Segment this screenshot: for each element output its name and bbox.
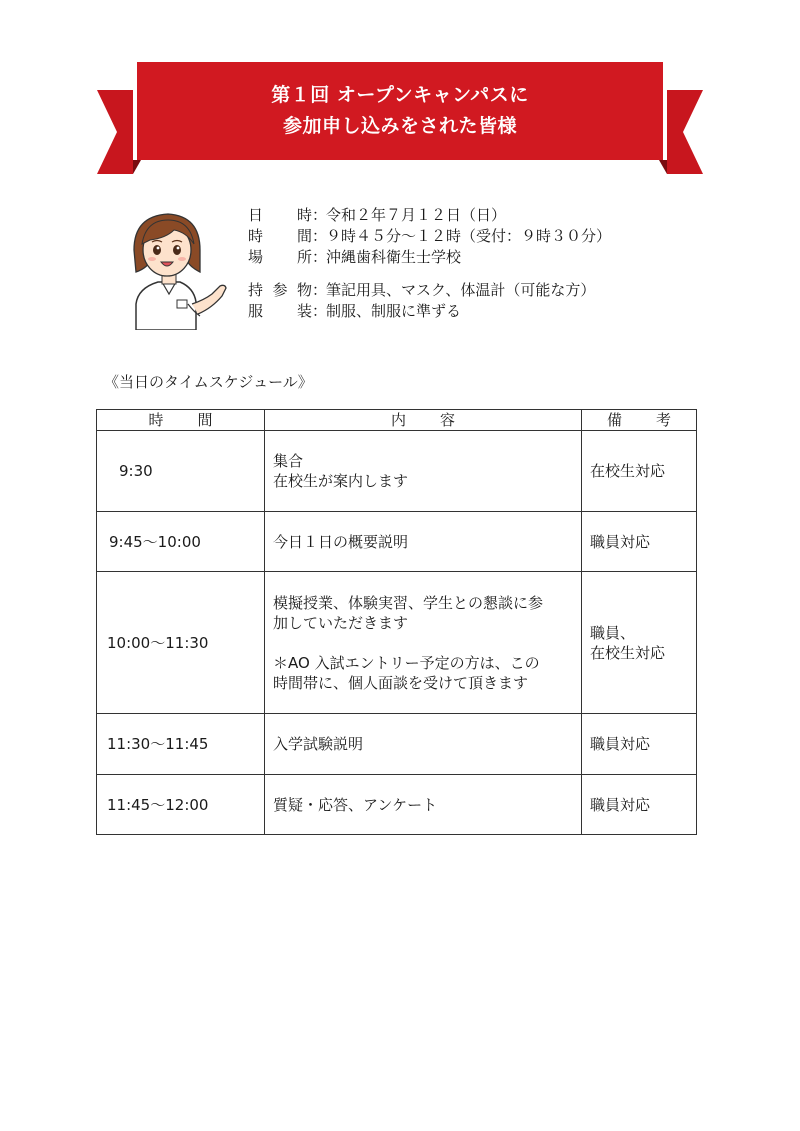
info-row-dress: 服 装 ： 制服、制服に準ずる (248, 302, 462, 320)
content-cell: 模擬授業、体験実習、学生との懇談に参 加していただきます ＊AO 入試エントリー予定の方は、この 時間帯に、個人面談を受けて頂きます (265, 572, 582, 714)
note-cell: 職員対応 (582, 775, 697, 835)
info-row-belongings: 持 参 物 ： 筆記用具、マスク、体温計（可能な方） (248, 281, 596, 299)
table-row (97, 714, 697, 775)
info-row-place: 場 所 ： 沖縄歯科衛生士学校 (248, 248, 462, 266)
content-cell: 入学試験説明 (265, 714, 582, 775)
content-cell: 今日１日の概要説明 (265, 512, 582, 572)
info-label: 持 参 物 (248, 281, 312, 299)
table-row (97, 512, 697, 572)
schedule-title: 《当日のタイムスケジュール》 (104, 373, 313, 391)
info-row-date: 日 時 ： 令和２年７月１２日（日） (248, 206, 507, 224)
time-cell: 11:45～12:00 (97, 775, 265, 835)
info-row-time: 時 間 ： ９時４５分～１２時（受付：９時３０分） (248, 227, 612, 245)
info-label: 服 装 (248, 302, 312, 320)
nurse-illustration (128, 212, 228, 330)
table-row (97, 431, 697, 512)
schedule-table (96, 409, 697, 835)
time-cell: 10:00～11:30 (97, 572, 265, 714)
content-cell: 集合 在校生が案内します (265, 431, 582, 512)
header-time: 時 間 (97, 410, 265, 431)
table-row (97, 775, 697, 835)
time-cell: 11:30～11:45 (97, 714, 265, 775)
note-cell: 在校生対応 (582, 431, 697, 512)
info-label: 日 時 (248, 206, 312, 224)
title-banner (97, 62, 703, 174)
info-value: 筆記用具、マスク、体温計（可能な方） (326, 281, 596, 299)
time-cell: 9:30 (97, 431, 265, 512)
info-value: 令和２年７月１２日（日） (326, 206, 507, 224)
info-value: 沖縄歯科衛生士学校 (326, 248, 462, 266)
header-content: 内 容 (265, 410, 582, 431)
table-header-row (97, 410, 697, 431)
event-info (248, 205, 611, 322)
info-value: ９時４５分～１２時（受付：９時３０分） (326, 227, 612, 245)
info-value: 制服、制服に準ずる (326, 302, 462, 320)
banner-line-2: 参加申し込みをされた皆様 (282, 115, 517, 137)
header-note: 備 考 (582, 410, 697, 431)
table-row (97, 572, 697, 714)
content-cell: 質疑・応答、アンケート (265, 775, 582, 835)
note-cell: 職員対応 (582, 512, 697, 572)
note-cell: 職員対応 (582, 714, 697, 775)
note-cell: 職員、 在校生対応 (582, 572, 697, 714)
banner-line-1: 第１回 オープンキャンパスに (271, 84, 529, 106)
info-label: 時 間 (248, 227, 312, 245)
time-cell: 9:45～10:00 (97, 512, 265, 572)
info-label: 場 所 (248, 248, 312, 266)
